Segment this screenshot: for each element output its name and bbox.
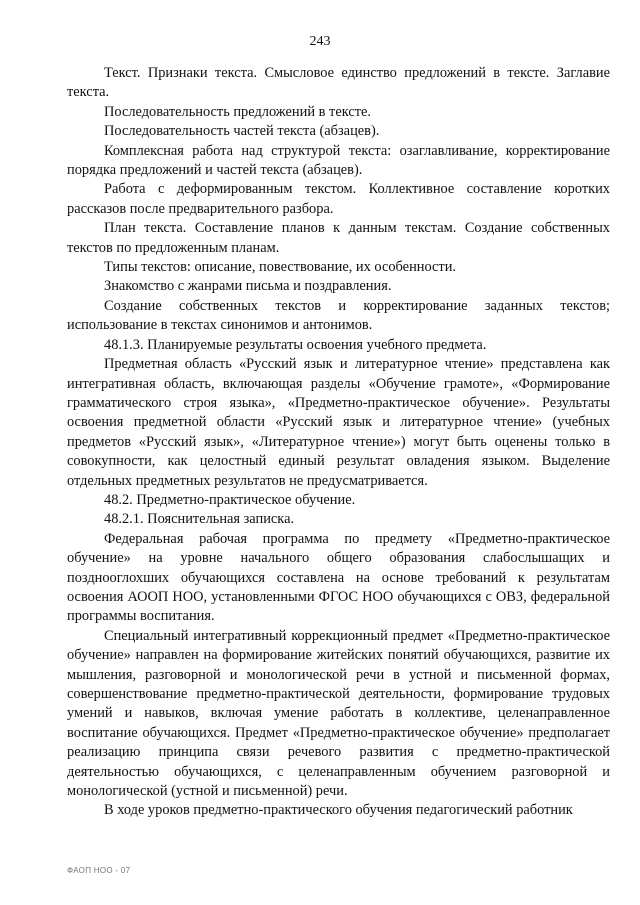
paragraph: Предметная область «Русский язык и литературное чтение» представлена как интегративная область, включающая разделы «Обучение грамоте», «Формирование грамматического строя языка», «Предметно-практическое обучение». Результаты освоения предметной области «Русский язык и литературное чтение» (учебных предметов «Русский язык», «Литературное чтение») могут быть оценены только в совокупности, как целостный единый результат овладения языком. Выделение отдельных предметных результатов не предусматривается. [67,356,610,489]
paragraph: Специальный интегративный коррекционный предмет «Предметно-практическое обучение» направлен на формирование житейских понятий обучающихся, развитие их мышления, разговорной и монологической речи в устной и письменной формах, совершенствование предметно-практической деятельности, формирование трудовых умений и навыков, включая умение работать в коллективе, целенаправленное воспитание обучающихся. Предмет «Предметно-практическое обучение» предполагает реализацию принципа связи речевого развития с предметно-практической деятельностью обучающихся, с целенаправленным обучением разговорной и монологической (устной и письменной) речи. [67,627,610,800]
paragraph: Создание собственных текстов и корректирование заданных текстов; использование в текстах синонимов и антонимов. [67,297,610,334]
paragraph: Текст. Признаки текста. Смысловое единство предложений в тексте. Заглавие текста. [67,65,610,101]
page-number: 243 [309,34,331,49]
paragraph: Знакомство с жанрами письма и поздравления. [104,278,392,295]
page-body [67,64,610,821]
section-heading: 48.1.3. Планируемые результаты освоения учебного предмета. [104,336,487,353]
footer-stamp: ФАОП НОО - 07 [67,866,131,875]
paragraph: Последовательность частей текста (абзацев). [104,123,380,140]
section-heading: 48.2. Предметно-практическое обучение. [104,491,356,508]
paragraph: Последовательность предложений в тексте. [104,103,371,120]
paragraph: Типы текстов: описание, повествование, их особенности. [104,259,456,276]
paragraph: Федеральная рабочая программа по предмету «Предметно-практическое обучение» на уровне начального общего образования слабослышащих и позднооглохших обучающихся составлена на основе требований к результатам освоения АООП НОО, установленными ФГОС НОО обучающихся с ОВЗ, федеральной программы воспитания. [67,530,610,625]
paragraph: В ходе уроков предметно-практического обучения педагогический работник [104,802,573,819]
paragraph: План текста. Составление планов к данным текстам. Создание собственных текстов по предложенным планам. [67,220,610,256]
paragraph: Комплексная работа над структурой текста: озаглавливание, корректирование порядка предложений и частей текста (абзацев). [67,142,610,179]
section-heading: 48.2.1. Пояснительная записка. [104,511,295,528]
paragraph: Работа с деформированным текстом. Коллективное составление коротких рассказов после предварительного разбора. [67,181,610,217]
